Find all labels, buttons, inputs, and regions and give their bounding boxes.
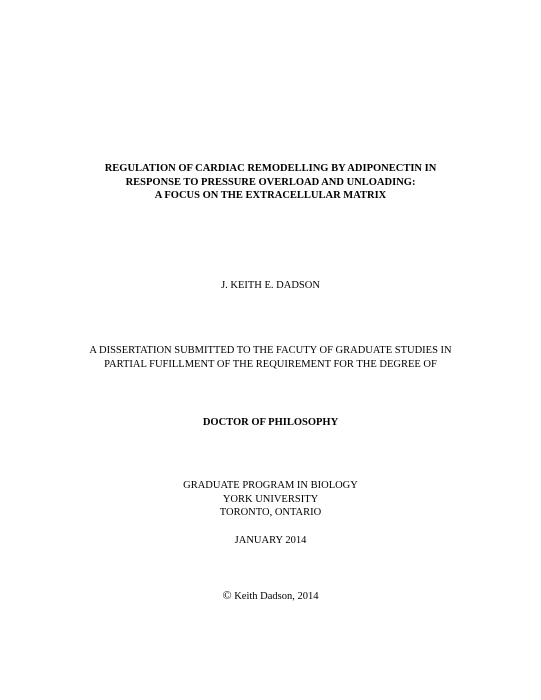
submission-statement (0, 344, 541, 371)
degree-name: DOCTOR OF PHILOSOPHY (202, 417, 339, 428)
program-line-1: GRADUATE PROGRAM IN BIOLOGY (183, 480, 358, 491)
statement-line-2: PARTIAL FUFILLMENT OF THE REQUIREMENT FOR THE DEGREE OF (104, 358, 437, 370)
program-info (0, 479, 541, 520)
program-line-3: TORONTO, ONTARIO (219, 507, 322, 518)
title-line-1: REGULATION OF CARDIAC REMODELLING BY ADIPONECTIN IN (104, 163, 437, 174)
copyright-text: Keith Dadson, 2014 (231, 591, 319, 602)
copyright-notice (0, 589, 541, 603)
title-line-3: A FOCUS ON THE EXTRACELLULAR MATRIX (154, 190, 387, 201)
statement-line-1: A DISSERTATION SUBMITTED TO THE FACUTY OF GRADUATE STUDIES IN (89, 345, 452, 356)
program-line-2: YORK UNIVERSITY (222, 493, 319, 505)
submission-date: JANUARY 2014 (234, 535, 307, 546)
copyright-symbol: © (222, 588, 232, 602)
title-line-2: RESPONSE TO PRESSURE OVERLOAD AND UNLOADING: (125, 176, 416, 188)
thesis-title (0, 162, 541, 203)
author-name: J. KEITH E. DADSON (221, 280, 320, 291)
